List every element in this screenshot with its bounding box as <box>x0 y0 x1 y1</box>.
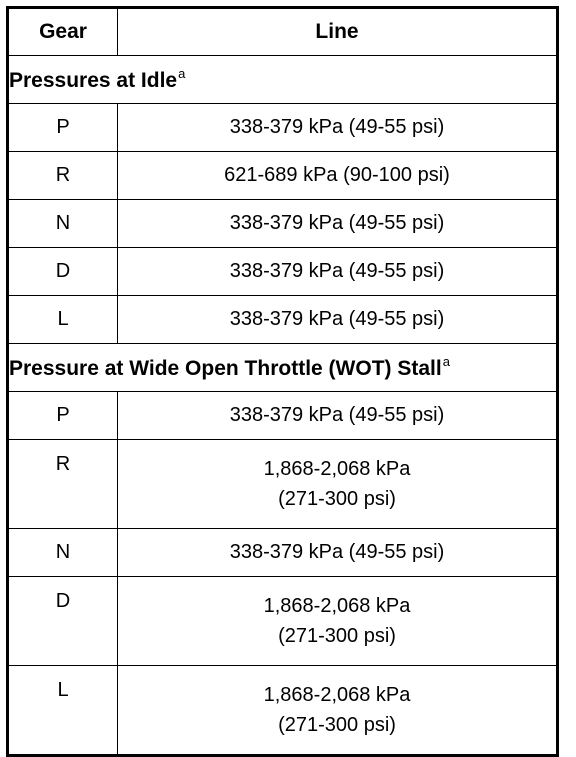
line-pressure-cell <box>118 296 558 344</box>
section-row <box>8 344 558 392</box>
table-row <box>8 248 558 296</box>
line-pressure-cell <box>118 529 558 577</box>
line-pressure-value: 621-689 kPa (90-100 psi) <box>224 164 450 186</box>
section-title-text: Pressure at Wide Open Throttle (WOT) Stall <box>9 357 442 380</box>
section-title-text: Pressures at Idle <box>9 69 178 92</box>
line-pressure-value: 338-379 kPa (49-55 psi) <box>229 260 445 282</box>
gear-cell: P <box>8 392 118 440</box>
section-row <box>8 56 558 104</box>
footnote-marker: a <box>442 354 450 369</box>
table-row <box>8 104 558 152</box>
table-row <box>8 152 558 200</box>
gear-cell: R <box>8 152 118 200</box>
line-pressure-value: 338-379 kPa (49-55 psi) <box>229 308 445 330</box>
table-row <box>8 577 558 666</box>
gear-cell: D <box>8 577 118 666</box>
line-pressure-cell <box>118 248 558 296</box>
line-pressure-value: 1,868-2,068 kPa <box>263 595 411 617</box>
gear-cell: D <box>8 248 118 296</box>
line-pressure-cell <box>118 104 558 152</box>
line-pressure-cell <box>118 440 558 529</box>
line-pressure-value: (271-300 psi) <box>278 714 396 736</box>
line-pressure-value: (271-300 psi) <box>278 625 396 647</box>
header-line: Line <box>118 8 558 56</box>
section-title <box>8 344 558 392</box>
footnote-marker: a <box>178 66 186 81</box>
section-title <box>8 56 558 104</box>
line-pressure-value: 338-379 kPa (49-55 psi) <box>229 404 445 426</box>
gear-cell: N <box>8 529 118 577</box>
gear-cell: P <box>8 104 118 152</box>
pressure-spec-table <box>6 6 559 757</box>
line-pressure-cell <box>118 666 558 756</box>
line-pressure-value: 338-379 kPa (49-55 psi) <box>229 212 445 234</box>
line-pressure-value: 338-379 kPa (49-55 psi) <box>229 541 445 563</box>
table-row <box>8 666 558 756</box>
line-pressure-value: 1,868-2,068 kPa <box>263 458 411 480</box>
gear-cell: L <box>8 296 118 344</box>
line-pressure-value: 338-379 kPa (49-55 psi) <box>229 116 445 138</box>
gear-cell: L <box>8 666 118 756</box>
line-pressure-cell <box>118 392 558 440</box>
gear-cell: N <box>8 200 118 248</box>
gear-cell: R <box>8 440 118 529</box>
line-pressure-cell <box>118 200 558 248</box>
table-row <box>8 296 558 344</box>
table-row <box>8 200 558 248</box>
table-row <box>8 440 558 529</box>
line-pressure-cell <box>118 152 558 200</box>
line-pressure-cell <box>118 577 558 666</box>
header-gear: Gear <box>8 8 118 56</box>
table-body <box>8 8 558 756</box>
line-pressure-value: 1,868-2,068 kPa <box>263 684 411 706</box>
line-pressure-value: (271-300 psi) <box>278 488 396 510</box>
header-row <box>8 8 558 56</box>
table-row <box>8 392 558 440</box>
table-row <box>8 529 558 577</box>
